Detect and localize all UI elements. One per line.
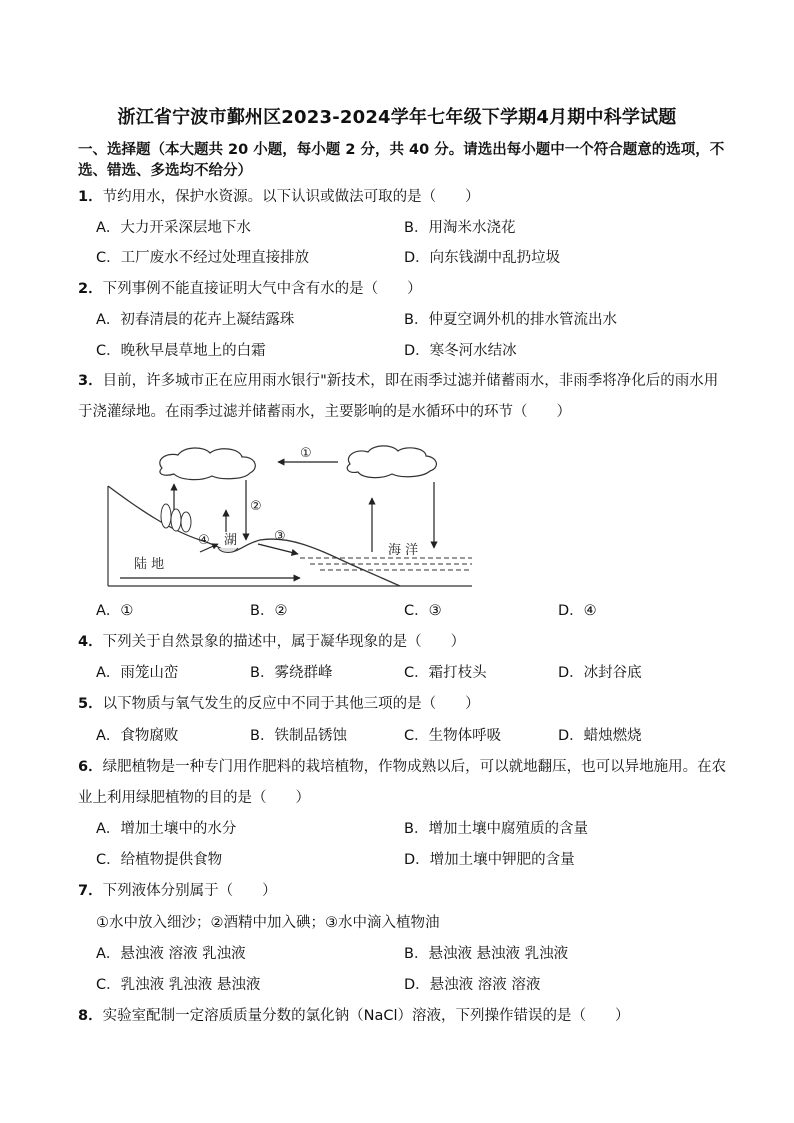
question-8	[78, 1006, 728, 1026]
option-a: A．增加土壤中的水分	[96, 821, 237, 837]
question-text: 以下物质与氧气发生的反应中不同于其他三项的是（ ）	[102, 696, 480, 712]
option-d: D．向东钱湖中乱扔垃圾	[404, 250, 561, 266]
option-c: C．工厂废水不经过处理直接排放	[96, 250, 310, 266]
option-b: B．用淘米水浇花	[404, 220, 516, 236]
page-title: 浙江省宁波市鄞州区2023-2024学年七年级下学期4月期中科学试题	[117, 107, 677, 128]
option-d: D．④	[558, 603, 597, 619]
water-cycle-diagram	[100, 440, 480, 592]
tree	[181, 512, 191, 532]
option-a: A．初春清晨的花卉上凝结露珠	[96, 312, 295, 328]
option-a: A．食物腐败	[96, 728, 179, 744]
tree	[161, 504, 171, 528]
question-number: 5．	[78, 696, 103, 712]
option-a: A．雨笼山峦	[96, 665, 179, 681]
cloud-land	[160, 448, 255, 480]
question-2	[78, 279, 728, 299]
question-7	[78, 881, 728, 901]
option-c: C．给植物提供食物	[96, 852, 223, 868]
label-4: ④	[198, 533, 210, 548]
option-c: C．生物体呼吸	[404, 728, 502, 744]
question-number: 8．	[78, 1008, 103, 1024]
option-c: C．③	[404, 603, 442, 619]
option-b: B．雾绕群峰	[250, 665, 333, 681]
question-sub: ①水中放入细沙；②酒精中加入碘；③水中滴入植物油	[96, 915, 440, 931]
option-d: D．冰封谷底	[558, 665, 642, 681]
question-number: 2．	[78, 281, 103, 297]
question-number: 3．	[78, 373, 103, 389]
question-text: 目前，许多城市正在应用雨水银行"新技术，即在雨季过滤并储蓄雨水，非雨季将净化后的雨水用于浇灌绿地。在雨季过滤并储蓄雨水，主要影响的是水循环中的环节（ ）	[78, 373, 719, 420]
option-d: D．悬浊液 溶液 溶液	[404, 977, 541, 993]
question-text: 节约用水，保护水资源。以下认识或做法可取的是（ ）	[102, 189, 480, 205]
label-lake: 湖	[224, 533, 238, 548]
option-c: C．乳浊液 乳浊液 悬浊液	[96, 977, 261, 993]
option-b: B．仲夏空调外机的排水管流出水	[404, 312, 617, 328]
label-ocean: 海 洋	[388, 543, 419, 558]
label-3: ③	[274, 529, 286, 544]
question-4	[78, 632, 728, 652]
question-6	[78, 752, 728, 814]
option-c: C．晚秋早晨草地上的白霜	[96, 343, 266, 359]
option-c: C．霜打枝头	[404, 665, 487, 681]
option-d: D．增加土壤中钾肥的含量	[404, 852, 575, 868]
option-d: D．寒冬河水结冰	[404, 343, 517, 359]
question-number: 1．	[78, 189, 103, 205]
tree	[171, 509, 181, 531]
label-land: 陆 地	[134, 557, 165, 572]
question-5	[78, 694, 728, 714]
option-a: A．大力开采深层地下水	[96, 220, 251, 236]
arrow-3	[258, 544, 298, 554]
question-number: 7．	[78, 883, 103, 899]
question-number: 4．	[78, 634, 103, 650]
label-2: ②	[250, 499, 262, 514]
option-b: B．增加土壤中腐殖质的含量	[404, 821, 588, 837]
question-text: 下列关于自然景象的描述中，属于凝华现象的是（ ）	[102, 634, 466, 650]
question-3	[78, 366, 728, 428]
option-b: B．悬浊液 悬浊液 乳浊液	[404, 946, 569, 962]
section-heading: 一、选择题（本大题共 20 小题，每小题 2 分，共 40 分。请选出每小题中一个符合题意的选项，不选、错选、多选均不给分）	[78, 142, 725, 179]
question-text: 实验室配制一定溶质质量分数的氯化钠（NaCl）溶液，下列操作错误的是（ ）	[102, 1008, 630, 1024]
question-number: 6．	[78, 759, 103, 775]
option-a: A．悬浊液 溶液 乳浊液	[96, 946, 246, 962]
question-text: 下列液体分别属于（ ）	[102, 883, 277, 899]
question-text: 下列事例不能直接证明大气中含有水的是（ ）	[102, 281, 422, 297]
option-d: D．蜡烛燃烧	[558, 728, 642, 744]
cloud-sea	[347, 446, 436, 478]
option-b: B．铁制品锈蚀	[250, 728, 347, 744]
option-b: B．②	[250, 603, 288, 619]
lake	[218, 548, 238, 553]
option-a: A．①	[96, 603, 134, 619]
question-1	[78, 187, 728, 207]
label-1: ①	[300, 446, 312, 461]
question-text: 绿肥植物是一种专门用作肥料的栽培植物，作物成熟以后，可以就地翻压，也可以异地施用。在农业上利用绿肥植物的目的是（ ）	[78, 759, 727, 806]
